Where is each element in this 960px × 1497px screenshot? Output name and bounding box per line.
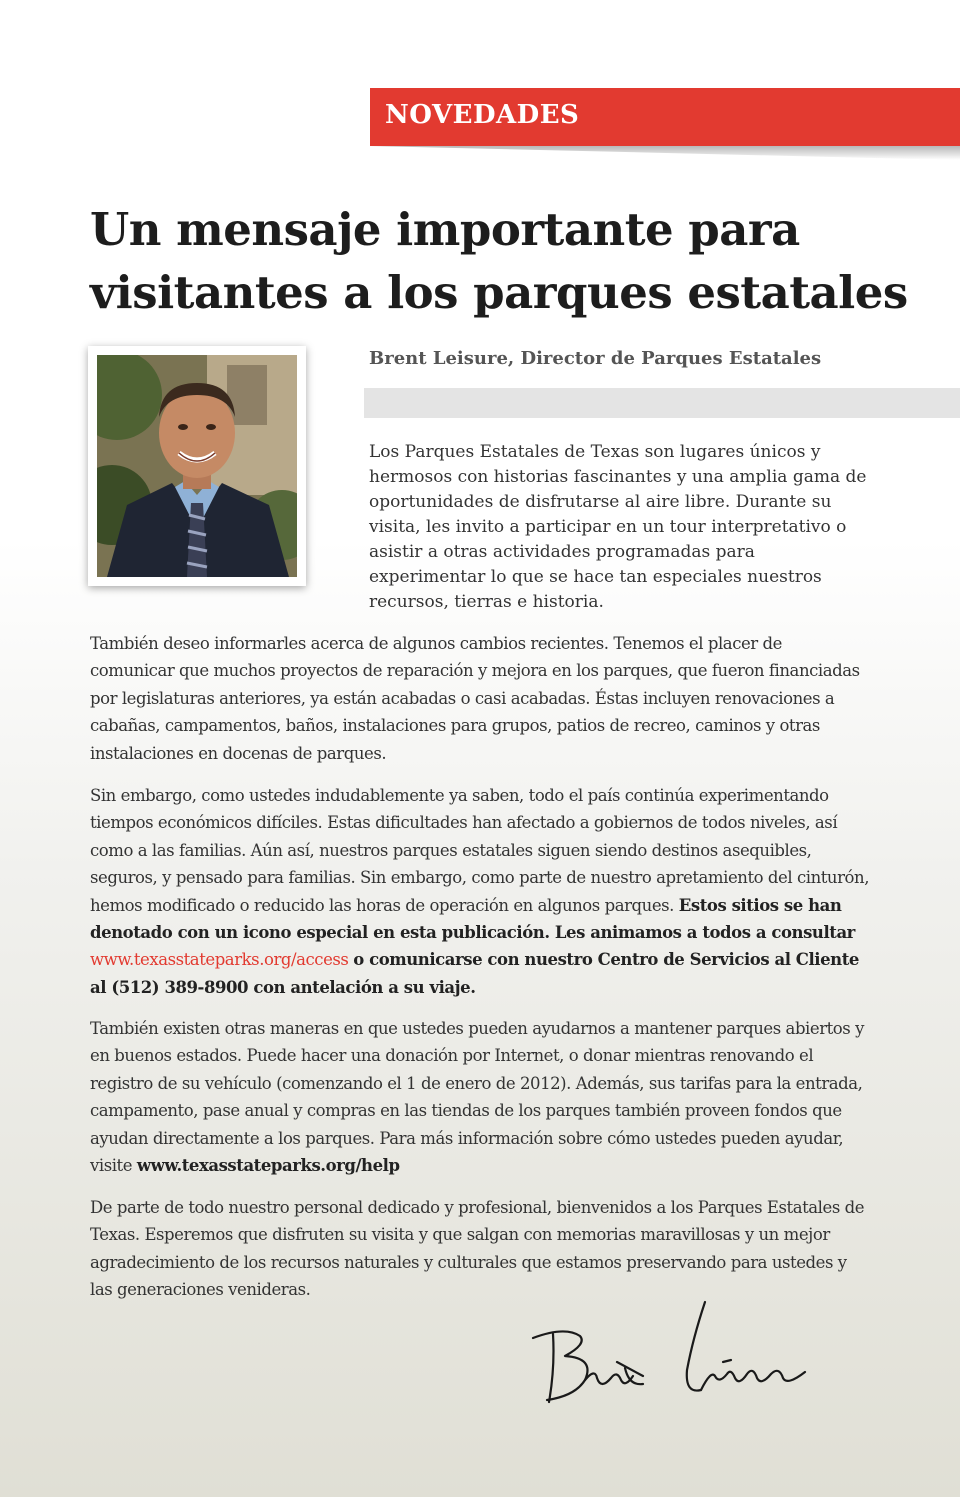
paragraph-2-bold-b: o comunicarse con nuestro Centro de Servicios al Cliente al (512) 389-8900 con antelación a su viaje. <box>90 950 859 997</box>
access-link[interactable]: www.texasstateparks.org/access <box>90 950 349 970</box>
handwritten-signature-icon <box>525 1298 815 1418</box>
banner-shadow <box>370 146 960 160</box>
body-paragraph-4: De parte de todo nuestro personal dedicado y profesional, bienvenidos a los Parques Estatales de Texas. Esperemos que disfruten su visita y que salgan con memorias maravillosas y un mejor agradecimiento de los recursos naturales y culturales que estamos preservando para ustedes y las generaciones venideras. <box>90 1198 865 1300</box>
portrait-photo-icon <box>97 355 297 577</box>
paragraph-3-text: También existen otras maneras en que ustedes pueden ayudarnos a mantener parques abiertos y en buenos estados. Puede hacer una donación por Internet, o donar mientras renovando el registro de su vehículo (comenzando el 1 de enero de 2012). Además, sus tarifas para la entrada, campamento, pase anual y compras en las tiendas de los parques también proveen fondos que ayudan directamente a los parques. Para más información sobre cómo ustedes pueden ayudar, visite <box>90 1019 864 1176</box>
director-photo-frame <box>88 346 306 586</box>
byline: Brent Leisure, Director de Parques Estatales <box>369 348 822 369</box>
help-link[interactable]: www.texasstateparks.org/help <box>136 1156 400 1176</box>
body-paragraph-3 <box>90 1015 870 1179</box>
section-label: NOVEDADES <box>385 100 580 130</box>
intro-paragraph: Los Parques Estatales de Texas son lugares únicos y hermosos con historias fascinantes y una amplia gama de oportunidades de disfrutarse al aire libre. Durante su visita, les invito a participar en un tour interpretativo o asistir a otras actividades programadas para experimentar lo que se hace tan especiales nuestros recursos, tierras e historia. <box>369 442 867 612</box>
section-banner <box>370 88 960 146</box>
body-paragraph-1: También deseo informarles acerca de algunos cambios recientes. Tenemos el placer de comunicar que muchos proyectos de reparación y mejora en los parques, que fueron financiadas por legislaturas anteriores, ya están acabadas o casi acabadas. Éstas incluyen renovaciones a cabañas, campamentos, baños, instalaciones para grupos, patios de recreo, caminos y otras instalaciones en docenas de parques. <box>90 634 860 763</box>
page-title: Un mensaje importante para visitantes a los parques estatales <box>90 203 908 319</box>
body-paragraph-2 <box>90 782 870 1001</box>
divider-bar <box>364 388 960 418</box>
paragraph-2-bold-a: Estos sitios se han denotado con un icono especial en esta publicación. Les animamos a todos a consultar <box>90 895 855 943</box>
paragraph-2-text: Sin embargo, como ustedes indudablemente ya saben, todo el país continúa experimentando tiempos económicos difíciles. Estas dificultades han afectado a gobiernos de todos niveles, así como a las familias. Aún así, nuestros parques estatales siguen siendo destinos asequibles, seguros, y pensado para familias. Sin embargo, como parte de nuestro apretamiento del cinturón, hemos modificado o reducido las horas de operación en algunos parques. <box>90 786 870 915</box>
